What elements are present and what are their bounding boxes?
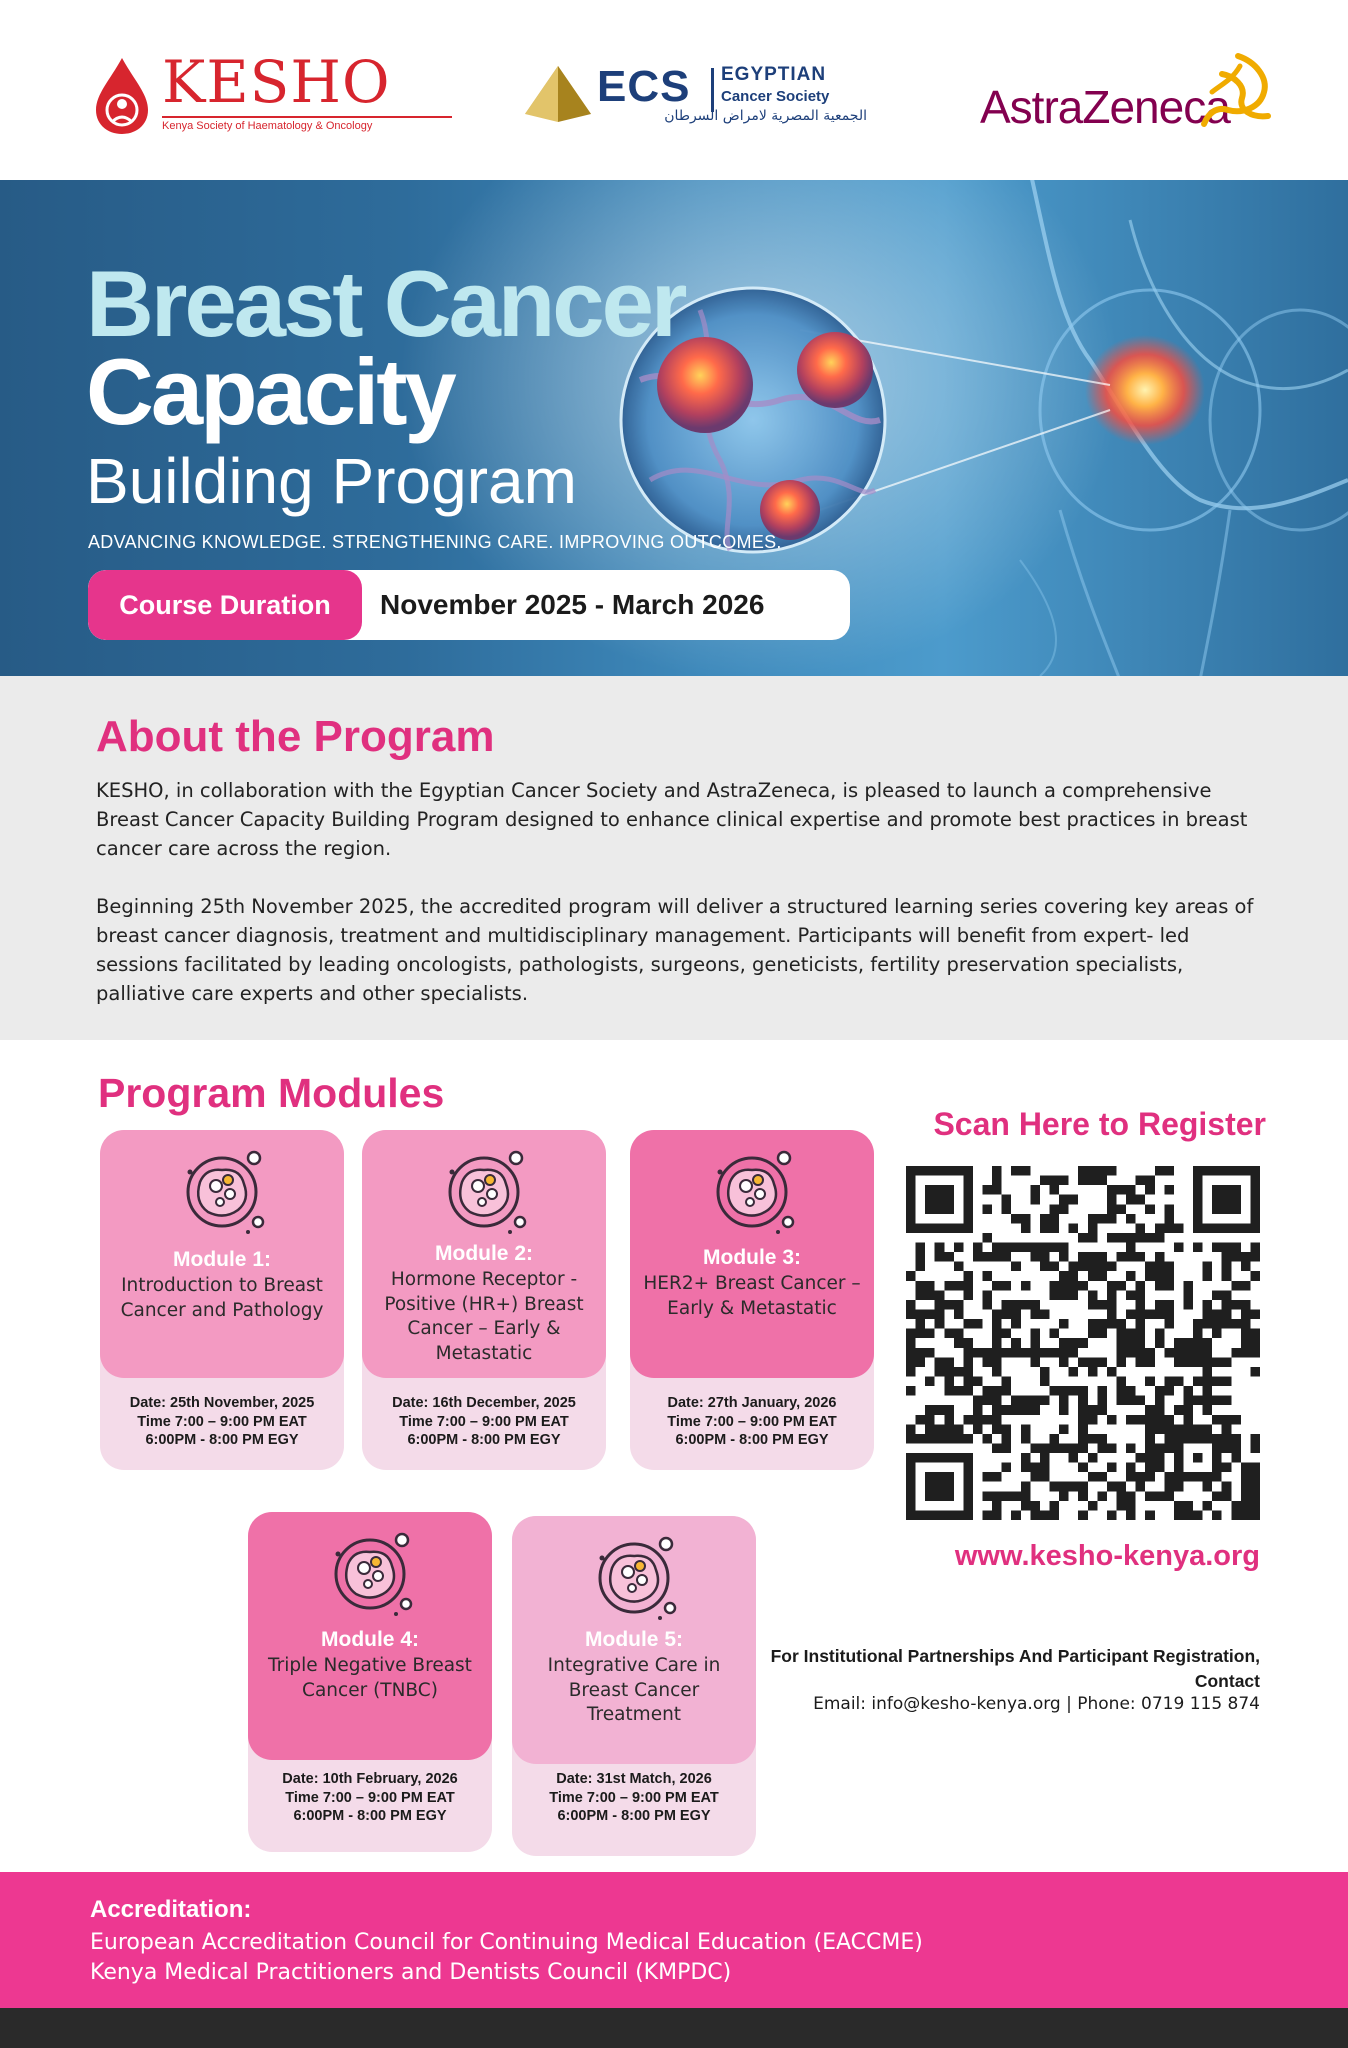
module-time-egy: 6:00PM - 8:00 PM EGY <box>557 1808 711 1824</box>
modules-heading: Program Modules <box>98 1070 445 1116</box>
website-link[interactable]: www.kesho-kenya.org <box>954 1540 1260 1572</box>
kesho-name: KESHO <box>162 48 391 116</box>
contact-title: For Institutional Partnerships And Participant Registration, Contact <box>770 1646 1260 1691</box>
module-date: Date: 25th November, 2025 <box>129 1395 315 1411</box>
module-description: Hormone Receptor -Positive (HR+) Breast Cancer – Early & Metastatic <box>384 1269 584 1364</box>
ecs-divider <box>711 68 714 112</box>
module-card-2 <box>362 1130 606 1470</box>
ecs-line1: EGYPTIAN <box>721 64 827 85</box>
module-card-4 <box>248 1512 492 1852</box>
module-schedule <box>104 1394 340 1450</box>
scan-to-register-heading: Scan Here to Register <box>933 1106 1266 1142</box>
module-schedule <box>634 1394 870 1450</box>
module-time-eat: Time 7:00 – 9:00 PM EAT <box>137 1413 307 1430</box>
module-time-egy: 6:00PM - 8:00 PM EGY <box>407 1432 561 1448</box>
hero-title-line2: Capacity <box>86 339 454 444</box>
about-paragraph-1: KESHO, in collaboration with the Egyptian Cancer Society and AstraZeneca, is pleased to launch a comprehensive Breast Cancer Capacity Building Program designed to enhance clinical expertise and promote best practices in breast cancer care across the region. <box>96 779 1248 860</box>
kesho-logo <box>90 48 391 142</box>
module-date: Date: 10th February, 2026 <box>282 1771 458 1787</box>
logo-bar <box>0 0 1348 180</box>
module-title: Module 3: <box>703 1246 801 1269</box>
module-title: Module 5: <box>585 1628 683 1651</box>
module-title: Module 4: <box>321 1628 419 1651</box>
kesho-subtitle: Kenya Society of Haematology & Oncology <box>162 116 452 132</box>
cancer-cell-icon <box>434 1142 534 1238</box>
contact-details: Email: info@kesho-kenya.org | Phone: 0719 115 874 <box>813 1694 1260 1714</box>
module-time-egy: 6:00PM - 8:00 PM EGY <box>675 1432 829 1448</box>
accreditation-item-eaccme: European Accreditation Council for Continuing Medical Education (EACCME) <box>90 1930 923 1955</box>
course-duration <box>88 570 850 640</box>
module-time-egy: 6:00PM - 8:00 PM EGY <box>293 1808 447 1824</box>
module-card-5 <box>512 1516 756 1856</box>
module-description: Triple Negative Breast Cancer (TNBC) <box>268 1655 472 1701</box>
hero-tagline: ADVANCING KNOWLEDGE. STRENGTHENING CARE. IMPROVING OUTCOMES. <box>88 532 782 552</box>
hero-title-line1: Breast Cancer <box>86 251 685 356</box>
course-duration-label: Course Duration <box>88 570 362 640</box>
about-section <box>0 676 1348 1040</box>
module-title: Module 1: <box>173 1248 271 1271</box>
module-schedule <box>516 1770 752 1826</box>
accreditation-heading: Accreditation: <box>90 1896 252 1923</box>
module-schedule <box>366 1394 602 1450</box>
ecs-arabic-name: الجمعية المصرية لامراض السرطان <box>664 108 867 124</box>
cancer-cell-icon <box>320 1524 420 1620</box>
pyramid-icon <box>525 66 591 122</box>
about-paragraph-2: Beginning 25th November 2025, the accredited program will deliver a structured learning series covering key areas of breast cancer diagnosis, treatment and multidisciplinary management. Participants will benefit from expert- led sessions facilitated by leading oncologists, pathologists, surgeons, geneticists, fertility preservation specialists, palliative care experts and other specialists. <box>96 895 1254 1005</box>
astrazeneca-logo <box>980 52 1280 132</box>
ecs-logo <box>525 60 865 130</box>
module-card-1 <box>100 1130 344 1470</box>
module-time-eat: Time 7:00 – 9:00 PM EAT <box>399 1413 569 1430</box>
registration-qr-code[interactable] <box>906 1166 1260 1520</box>
module-description: Integrative Care in Breast Cancer Treatment <box>547 1655 721 1725</box>
hero-title-line3: Building Program <box>86 445 577 517</box>
about-heading: About the Program <box>96 712 495 761</box>
module-date: Date: 27th January, 2026 <box>667 1395 837 1411</box>
astrazeneca-symbol-icon <box>1198 52 1276 130</box>
cancer-cell-icon <box>172 1142 272 1238</box>
astrazeneca-name: AstraZeneca <box>980 81 1230 133</box>
module-time-eat: Time 7:00 – 9:00 PM EAT <box>667 1413 837 1430</box>
cancer-cell-icon <box>702 1142 802 1238</box>
module-date: Date: 31st Match, 2026 <box>556 1771 712 1787</box>
cancer-cell-icon <box>584 1528 684 1624</box>
module-description: HER2+ Breast Cancer – Early & Metastatic <box>643 1273 861 1319</box>
ecs-line2: Cancer Society <box>721 88 830 105</box>
hero-banner <box>0 180 1348 676</box>
course-duration-value: November 2025 - March 2026 <box>380 589 765 620</box>
ecs-abbreviation: ECS <box>597 62 691 111</box>
module-schedule <box>252 1770 488 1826</box>
blood-drop-icon <box>90 56 154 136</box>
accreditation-bar <box>0 1872 1348 2008</box>
footer-strip <box>0 2008 1348 2048</box>
module-time-egy: 6:00PM - 8:00 PM EGY <box>145 1432 299 1448</box>
module-time-eat: Time 7:00 – 9:00 PM EAT <box>549 1789 719 1806</box>
module-date: Date: 16th December, 2025 <box>392 1395 576 1411</box>
accreditation-item-kmpdc: Kenya Medical Practitioners and Dentists Council (KMPDC) <box>90 1960 732 1985</box>
module-time-eat: Time 7:00 – 9:00 PM EAT <box>285 1789 455 1806</box>
module-title: Module 2: <box>435 1242 533 1265</box>
module-card-3 <box>630 1130 874 1470</box>
module-description: Introduction to Breast Cancer and Pathology <box>120 1275 324 1321</box>
